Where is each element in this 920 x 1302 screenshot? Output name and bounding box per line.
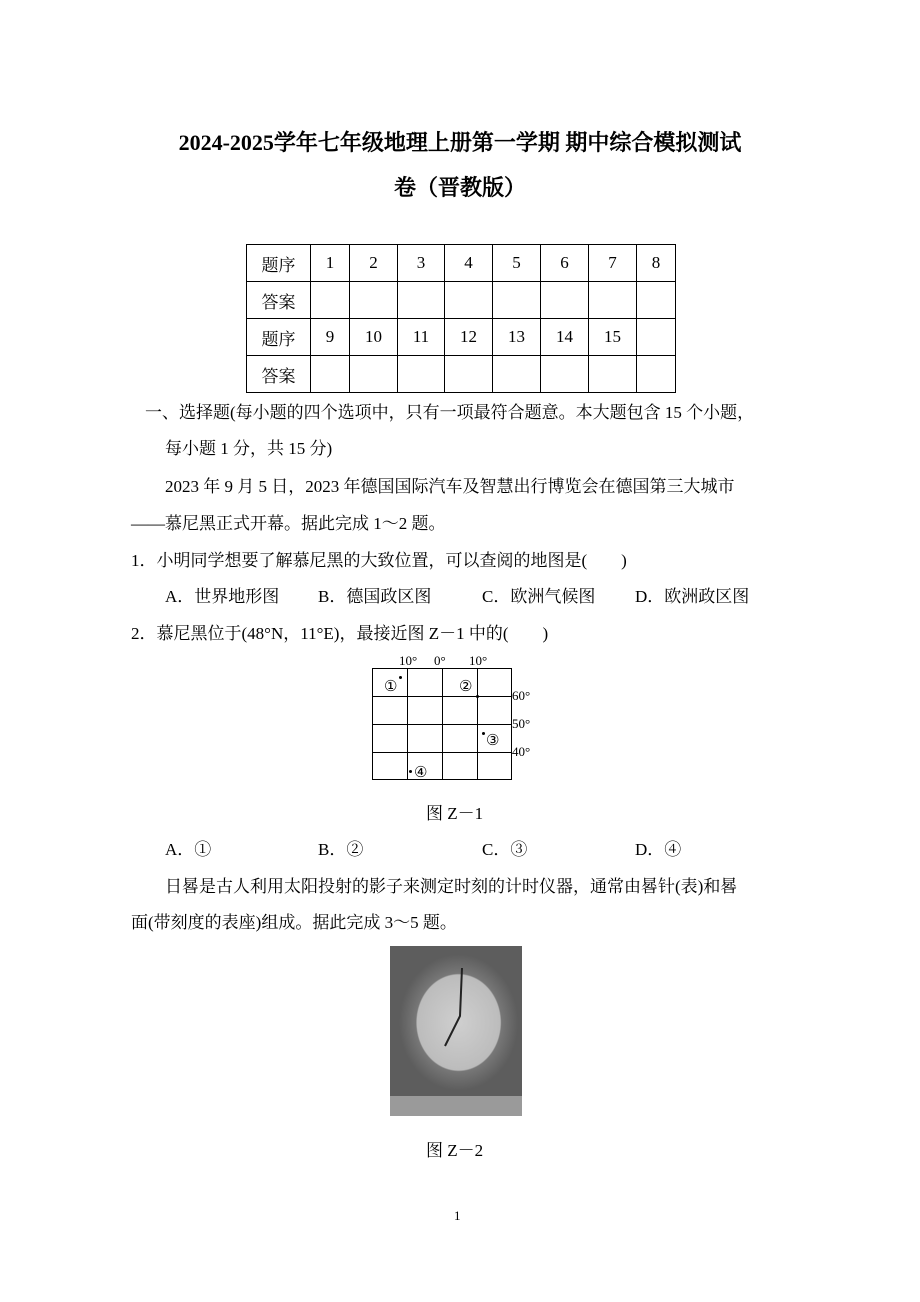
table-cell [637,356,676,393]
q1-option-c: C．欧洲气候图 [482,587,596,606]
point-label: ③ [486,733,500,749]
point-4-dot [409,770,412,773]
q1-option-b: B．德国政区图 [318,587,432,606]
table-cell [541,356,589,393]
table-cell [445,282,493,319]
point-1-dot [399,676,402,679]
q2-stem: 2．慕尼黑位于(48°N，11°E)，最接近图 Z－1 中的( ) [131,624,549,643]
table-cell [350,356,398,393]
intro2-line2: 面(带刻度的表座)组成。据此完成 3～5 题。 [131,913,457,932]
title-line-2: 卷（晋教版） [393,175,526,200]
table-cell: 12 [445,319,493,356]
title-line-1: 2024-2025学年七年级地理上册第一学期 期中综合模拟测试 [178,130,742,155]
table-cell: 8 [637,245,676,282]
table-cell: 3 [398,245,445,282]
table-cell: 答案 [247,356,311,393]
sundial-photo [390,946,522,1116]
table-cell [541,282,589,319]
q1-option-a: A．世界地形图 [165,587,280,606]
table-cell [445,356,493,393]
point-label: ① [384,679,398,695]
table-cell: 13 [493,319,541,356]
table-cell [398,282,445,319]
sundial-gnomon-shadow [390,946,522,1116]
lat-label: 60° [512,688,531,703]
table-cell [311,356,350,393]
table-cell: 11 [398,319,445,356]
lon-label: 10° [469,653,488,668]
table-cell: 7 [589,245,637,282]
lat-label: 50° [512,716,531,731]
table-cell: 5 [493,245,541,282]
table-cell: 2 [350,245,398,282]
table-cell: 15 [589,319,637,356]
q2-option-d: D．④ [635,840,682,859]
table-cell [637,282,676,319]
table-cell: 6 [541,245,589,282]
q2-option-a: A．① [165,840,212,859]
figure2-caption: 图 Z－2 [426,1141,484,1160]
lon-label: 10° [399,653,418,668]
table-cell: 1 [311,245,350,282]
q2-option-c: C．③ [482,840,528,859]
table-cell: 题序 [247,319,311,356]
point-label: ② [459,679,473,695]
table-cell [493,356,541,393]
q1-option-d: D．欧洲政区图 [635,587,750,606]
point-label: ④ [414,765,428,781]
table-cell [398,356,445,393]
table-row [247,319,676,356]
table-row [247,282,676,319]
lat-label: 40° [512,744,531,759]
table-cell: 4 [445,245,493,282]
intro1-line2: ——慕尼黑正式开幕。据此完成 1～2 题。 [131,514,446,533]
point-3-dot [482,732,485,735]
table-cell [589,282,637,319]
table-cell [589,356,637,393]
section1-line1: 一、选择题(每小题的四个选项中，只有一项最符合题意。本大题包含 15 个小题， [145,403,755,422]
intro1-line1: 2023 年 9 月 5 日，2023 年德国国际汽车及智慧出行博览会在德国第三大城市 [165,477,735,496]
table-cell: 题序 [247,245,311,282]
table-cell: 9 [311,319,350,356]
lon-label: 0° [434,653,446,668]
grid-map-figure [372,668,512,780]
table-cell: 10 [350,319,398,356]
page-number: 1 [454,1208,461,1223]
table-cell [350,282,398,319]
q2-option-b: B．② [318,840,364,859]
table-cell [311,282,350,319]
figure1-caption: 图 Z－1 [426,804,484,823]
intro2-line1: 日晷是古人利用太阳投射的影子来测定时刻的计时仪器，通常由晷针(表)和晷 [165,877,738,896]
point-2-dot [476,695,479,698]
table-cell: 答案 [247,282,311,319]
section1-line2: 每小题 1 分，共 15 分) [165,439,333,458]
q1-stem: 1．小明同学想要了解慕尼黑的大致位置，可以查阅的地图是( ) [131,551,627,570]
table-row [247,245,676,282]
table-cell: 14 [541,319,589,356]
answer-table [246,244,676,393]
table-cell [493,282,541,319]
table-row [247,356,676,393]
table-cell [637,319,676,356]
